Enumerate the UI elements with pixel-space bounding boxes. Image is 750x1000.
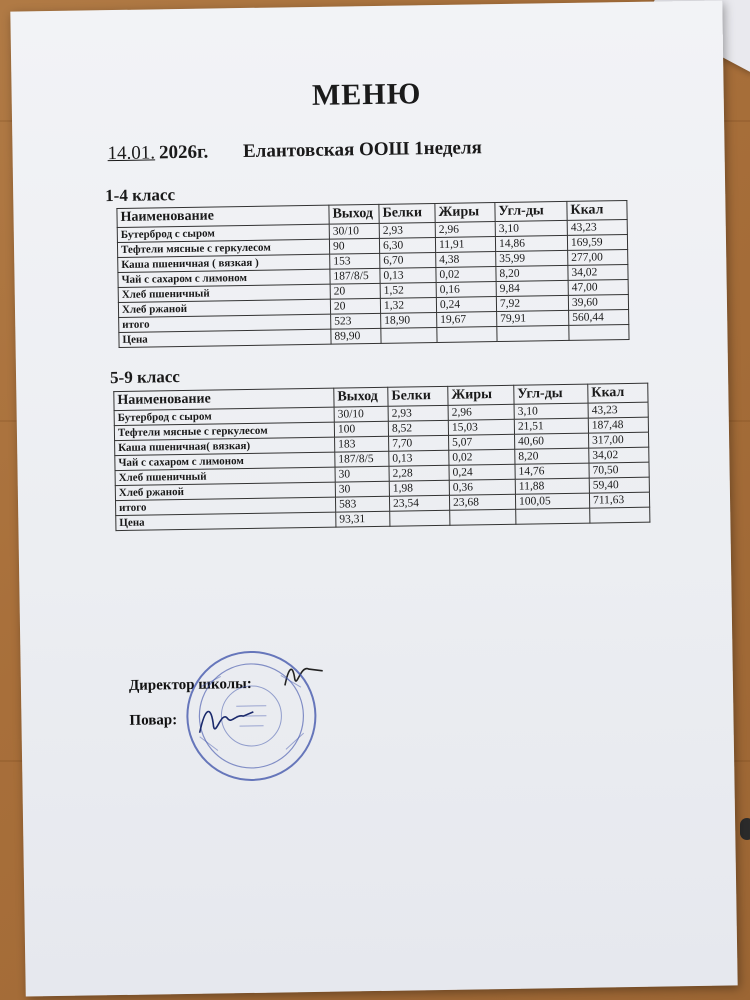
value-cell: 23,68 [449,494,515,510]
page-title: МЕНЮ [311,77,422,112]
value-cell: 3,10 [514,403,588,419]
column-header: Выход [334,387,388,407]
pen-tip [740,818,750,840]
column-header: Ккал [567,200,627,220]
dish-name-cell: итого [119,314,331,332]
value-cell: 20 [330,298,380,314]
value-cell: 21,51 [514,418,588,434]
value-cell: 11,88 [515,478,589,494]
value-cell: 35,99 [496,250,568,266]
column-header: Ккал [588,383,648,403]
dish-name-cell: Каша пшеничная( вязкая) [115,437,335,455]
dish-name-cell: Хлеб пшеничный [115,467,335,485]
menu-table-1-4 [116,200,629,348]
cook-signature [191,696,262,747]
dish-name-cell: Каша пшеничная ( вязкая ) [118,254,330,272]
dish-name-cell: Цена [119,329,331,347]
value-cell [516,508,590,524]
value-cell: 100,05 [515,493,589,509]
dish-name-cell: Тефтели мясные с геркулесом [117,239,329,257]
value-cell: 277,00 [568,249,628,265]
value-cell: 3,10 [495,220,567,236]
value-cell: 30 [335,481,389,497]
value-cell: 2,96 [448,404,514,420]
value-cell: 2,96 [435,222,495,238]
value-cell: 34,02 [568,264,628,280]
value-cell: 100 [334,421,388,437]
value-cell: 89,90 [331,328,381,344]
value-cell: 0,16 [436,282,496,298]
value-cell: 0,02 [436,267,496,283]
value-cell: 560,44 [569,309,629,325]
menu-year: 2026г. [158,141,209,164]
dish-name-cell: Бутерброд с сыром [114,407,334,425]
column-header: Наименование [114,388,334,410]
menu-table-5-9 [113,383,650,531]
value-cell [437,327,497,343]
value-cell: 70,50 [589,462,649,478]
value-cell: 19,67 [437,312,497,328]
value-cell: 43,23 [588,402,648,418]
value-cell: 187,48 [588,417,648,433]
value-cell: 2,93 [379,223,435,239]
value-cell: 34,02 [589,447,649,463]
value-cell: 1,32 [380,297,436,313]
value-cell: 0,02 [449,449,515,465]
value-cell: 0,24 [449,464,515,480]
value-cell: 15,03 [448,419,514,435]
value-cell: 43,23 [567,219,627,235]
value-cell: 47,00 [568,279,628,295]
value-cell: 5,07 [449,434,515,450]
value-cell: 20 [330,283,380,299]
section-label-1-4: 1-4 класс [105,185,176,206]
cook-label: Повар: [129,712,178,729]
value-cell: 8,20 [496,265,568,281]
value-cell [590,507,650,523]
value-cell: 0,13 [380,267,436,283]
value-cell: 30 [335,466,389,482]
value-cell: 4,38 [436,252,496,268]
value-cell: 90 [329,238,379,254]
column-header: Белки [388,386,448,406]
value-cell [381,327,437,343]
value-cell: 30/10 [329,223,379,239]
value-cell: 9,84 [496,280,568,296]
school-name: Елантовская ООШ 1неделя [242,137,482,163]
value-cell: 2,28 [389,465,449,481]
dish-name-cell: итого [116,497,336,515]
value-cell: 8,52 [388,420,448,436]
dish-name-cell: Хлеб ржаной [115,482,335,500]
column-header: Угл-ды [495,201,567,221]
value-cell: 40,60 [515,433,589,449]
value-cell: 711,63 [589,492,649,508]
value-cell [390,510,450,526]
value-cell: 0,36 [449,479,515,495]
dish-name-cell: Тефтели мясные с геркулесом [114,422,334,440]
value-cell: 0,24 [436,297,496,313]
value-cell: 7,92 [496,295,568,311]
dish-name-cell: Чай с сахаром с лимоном [118,269,330,287]
value-cell [497,325,569,341]
value-cell [569,324,629,340]
menu-date: 14.01. [107,142,156,165]
value-cell: 2,93 [388,405,448,421]
value-cell: 93,31 [336,511,390,527]
value-cell: 14,76 [515,463,589,479]
value-cell: 7,70 [389,435,449,451]
menu-sheet [10,0,737,996]
value-cell: 523 [331,313,381,329]
column-header: Выход [329,204,379,224]
value-cell: 6,70 [380,253,436,269]
director-label: Директор школы: [128,675,252,694]
dish-name-cell: Хлеб пшеничный [118,284,330,302]
dish-name-cell: Цена [116,512,336,530]
value-cell: 39,60 [568,294,628,310]
column-header: Жиры [435,203,495,223]
value-cell: 317,00 [588,432,648,448]
value-cell: 14,86 [495,235,567,251]
date-line [107,137,482,165]
value-cell: 583 [335,496,389,512]
value-cell: 30/10 [334,406,388,422]
value-cell: 187/8/5 [335,451,389,467]
dish-name-cell: Чай с сахаром с лимоном [115,452,335,470]
column-header: Белки [379,204,435,224]
column-header: Жиры [448,385,514,405]
section-label-5-9: 5-9 класс [109,367,181,388]
value-cell: 23,54 [389,495,449,511]
value-cell: 1,52 [380,282,436,298]
column-header: Наименование [117,205,329,227]
dish-name-cell: Бутерброд с сыром [117,224,329,242]
value-cell: 79,91 [497,310,569,326]
value-cell [450,509,516,525]
dish-name-cell: Хлеб ржаной [118,299,330,317]
value-cell: 11,91 [435,237,495,253]
value-cell: 153 [330,253,380,269]
value-cell: 1,98 [389,480,449,496]
value-cell: 8,20 [515,448,589,464]
value-cell: 6,30 [379,238,435,254]
value-cell: 18,90 [381,312,437,328]
value-cell: 187/8/5 [330,268,380,284]
value-cell: 59,40 [589,477,649,493]
value-cell: 169,59 [567,234,627,250]
value-cell: 183 [335,436,389,452]
column-header: Угл-ды [514,384,588,404]
value-cell: 0,13 [389,450,449,466]
